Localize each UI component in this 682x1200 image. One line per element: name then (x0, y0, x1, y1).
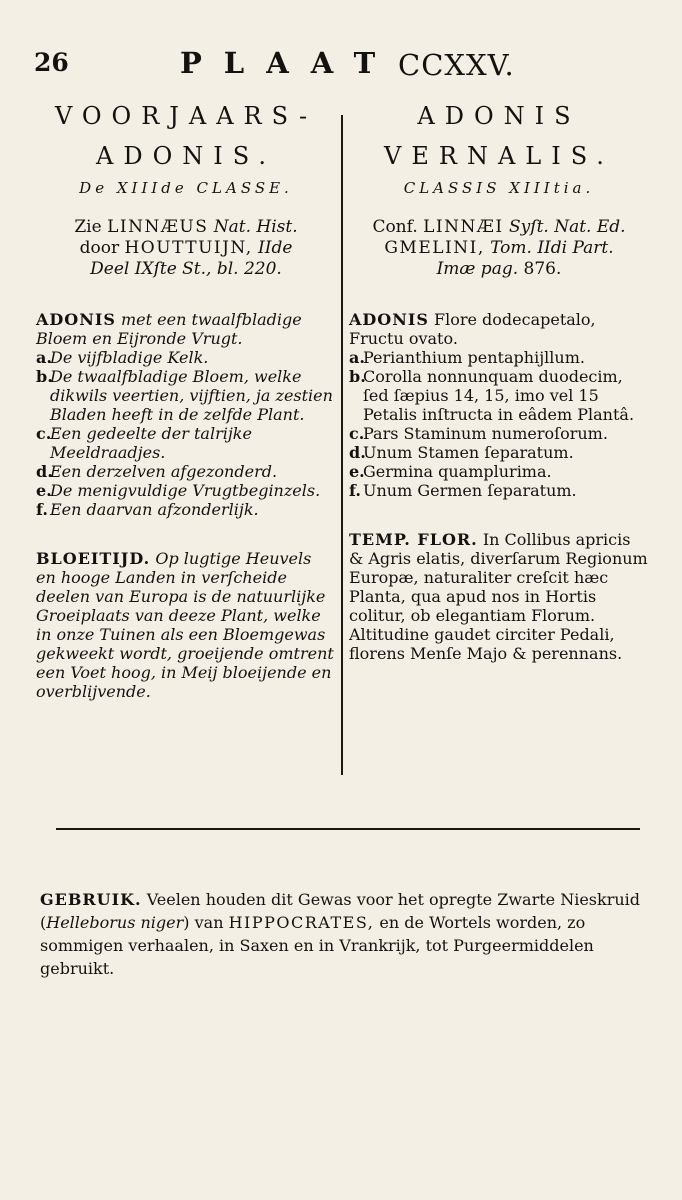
latin-column (349, 96, 649, 663)
latin-description: ADONIS Flore dodecapetalo, Fructu ovato. (349, 310, 596, 348)
dutch-reference: Zie LINNÆUS Nat. Hist. door HOUTTUIJN, IIde Deel IXſte St., bl. 220. (74, 217, 298, 279)
dutch-column (36, 96, 336, 701)
dutch-title-line2: ADONIS. (96, 142, 276, 170)
usage-paragraph: GEBRUIK. Veelen houden dit Gewas voor het opregte Zwarte Nieskruid (Helleborus niger) van HIPPOCRATES, en de Wortels worden, zo sommigen verhaalen, in Saxen en in Vrankrijk, tot Purgeermiddelen gebruikt. (40, 890, 641, 978)
legend-item: a. De vijfbladige Kelk. (36, 348, 209, 367)
legend-item: c. Een gedeelte der talrijke Meeldraadjes. (36, 424, 252, 462)
plate-word: PLAAT (180, 46, 398, 80)
horizontal-rule (56, 828, 640, 830)
page-number: 26 (34, 48, 69, 77)
dutch-description: ADONIS met een twaalfbladige Bloem en Eijronde Vrugt. (36, 310, 302, 348)
latin-reference: Conf. LINNÆI Syſt. Nat. Ed. GMELINI, Tom. IIdi Part. Imæ pag. 876. (372, 217, 626, 279)
latin-flowering: TEMP. FLOR. In Collibus apricis & Agris elatis, diverſarum Regionum Europæ, naturaliter creſcit hæc Planta, qua apud nos in Hortis colitur, ob elegantiam Florum. Altitudine gaudet circiter Pedali, florens Menſe Majo & perennans. (349, 530, 648, 663)
latin-legend (349, 348, 649, 500)
legend-item: e. Germina quamplurima. (349, 462, 552, 481)
legend-item: f. Unum Germen ſeparatum. (349, 481, 577, 500)
dutch-class-line: De XIIIde CLASSE. (79, 179, 293, 197)
legend-item: a. Perianthium pentaphijllum. (349, 348, 585, 367)
legend-item: f. Een daarvan afzonderlijk. (36, 500, 259, 519)
legend-item: b. De twaalfbladige Bloem, welke dikwils veertien, vijftien, ja zestien Bladen heeft in de zelfde Plant. (36, 367, 333, 424)
legend-item: d. Unum Stamen ſeparatum. (349, 443, 574, 462)
dutch-legend (36, 348, 336, 519)
column-divider (341, 115, 343, 775)
legend-item: c. Pars Staminum numeroſorum. (349, 424, 608, 443)
dutch-flowering: BLOEITIJD. Op lugtige Heuvels en hooge Landen in verſcheide deelen van Europa is de natuurlijke Groeiplaats van deeze Plant, welke in onze Tuinen als een Bloemgewas gekweekt wordt, groeijende omtrent een Voet hoog, in Meij bloeijende en overblijvende. (36, 549, 334, 701)
latin-title-line1: ADONIS (417, 102, 581, 130)
legend-item: d. Een derzelven afgezonderd. (36, 462, 278, 481)
page-header (30, 44, 670, 84)
latin-class-line: CLASSIS XIIItia. (403, 179, 595, 197)
legend-item: b. Corolla nonnunquam duodecim, ſed ſæpius 14, 15, imo vel 15 Petalis inſtructa in eâdem Plantâ. (349, 367, 635, 424)
latin-title-line2: VERNALIS. (384, 142, 614, 170)
dutch-title-line1: VOORJAARS- (54, 102, 318, 130)
plate-number: CCXXV. (398, 48, 515, 82)
legend-item: e. De menigvuldige Vrugtbeginzels. (36, 481, 321, 500)
